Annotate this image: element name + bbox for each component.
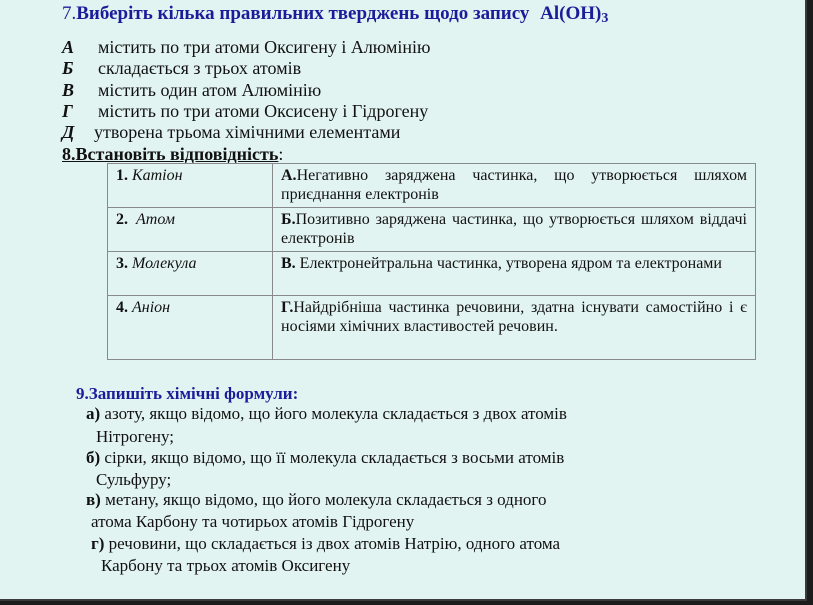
formula-subscript: 3 xyxy=(601,11,609,26)
term-cell: 2. Атом xyxy=(108,208,273,252)
question-title: Встановіть відповідність xyxy=(75,144,279,164)
table-row xyxy=(108,208,756,252)
question-9-heading: 9.Запишіть хімічні формули: xyxy=(76,384,299,403)
definition-text: Позитивно заряджена частинка, що утворюється шляхом віддачі електронів xyxy=(281,211,747,247)
option-letter: А xyxy=(62,37,75,57)
definition-cell: Б.Позитивно заряджена частинка, що утворюється шляхом віддачі електронів xyxy=(273,208,756,252)
definition-text: Негативно заряджена частинка, що утворюється шляхом приєднання електронів xyxy=(281,167,747,203)
question-7-heading xyxy=(62,3,608,27)
option-text: утворена трьома хімічними елементами xyxy=(94,122,401,142)
option-letter: Г xyxy=(62,101,73,121)
option-a xyxy=(62,37,431,58)
option-d xyxy=(62,122,400,143)
option-text: містить по три атоми Оксисену і Гідрогену xyxy=(98,101,429,121)
option-text: містить по три атоми Оксигену і Алюмінію xyxy=(98,37,431,57)
table-row xyxy=(108,296,756,360)
definition-text: Електронейтральна частинка, утворена ядром та електронами xyxy=(299,255,722,272)
option-letter: В xyxy=(62,80,75,100)
definition-cell: А.Негативно заряджена частинка, що утворюється шляхом приєднання електронів xyxy=(273,164,756,208)
option-g xyxy=(62,101,428,122)
formula xyxy=(540,3,608,24)
option-text: складається з трьох атомів xyxy=(98,58,302,78)
option-letter: Д xyxy=(62,122,75,142)
definition-cell: В. Електронейтральна частинка, утворена ядром та електронами xyxy=(273,252,756,296)
definition-cell: Г.Найдрібніша частинка речовини, здатна існувати самостійно і є носіями хімічних властивостей речовин. xyxy=(273,296,756,360)
task-label: б) xyxy=(86,448,101,467)
task-b-line1: б) сірки, якщо відомо, що її молекула складається з восьми атомів xyxy=(86,448,565,467)
question-text: Виберіть кілька правильних тверджень щодо запису xyxy=(76,3,530,24)
term-cell: 3. Молекула xyxy=(108,252,273,296)
term-label: Аніон xyxy=(132,299,171,316)
task-a-line1: а) азоту, якщо відомо, що його молекула складається з двох атомів xyxy=(86,404,567,423)
term-label: Атом xyxy=(136,211,175,228)
term-label: Молекула xyxy=(132,255,197,272)
task-label: в) xyxy=(86,490,101,509)
table-row xyxy=(108,164,756,208)
question-colon: : xyxy=(278,144,284,164)
question-8-heading xyxy=(62,144,283,165)
option-text: містить один атом Алюмінію xyxy=(98,80,322,100)
term-cell: 1. Катіон xyxy=(108,164,273,208)
task-label: а) xyxy=(86,404,101,423)
term-label: Катіон xyxy=(132,167,183,184)
task-b-line2: Сульфуру; xyxy=(96,470,172,489)
table-row xyxy=(108,252,756,296)
option-v xyxy=(62,80,321,101)
option-b xyxy=(62,58,301,79)
option-letter: Б xyxy=(62,58,74,78)
term-cell: 4. Аніон xyxy=(108,296,273,360)
question-number: 8. xyxy=(62,144,76,164)
task-g-line2: Карбону та трьох атомів Оксигену xyxy=(101,556,351,575)
question-number: 7. xyxy=(62,3,77,24)
task-g-line1: г) речовини, що складається із двох атомів Натрію, одного атома xyxy=(91,534,561,553)
task-label: г) xyxy=(91,534,105,553)
definition-text: Найдрібніша частинка речовини, здатна існувати самостійно і є носіями хімічних властивостей речовин. xyxy=(281,299,747,335)
task-a-line2: Нітрогену; xyxy=(96,427,175,446)
task-v-line1: в) метану, якщо відомо, що його молекула складається з одного xyxy=(86,490,547,509)
formula-main: Al(OH) xyxy=(540,3,602,24)
task-v-line2: атома Карбону та чотирьох атомів Гідрогену xyxy=(91,512,415,531)
matching-table xyxy=(107,163,756,360)
